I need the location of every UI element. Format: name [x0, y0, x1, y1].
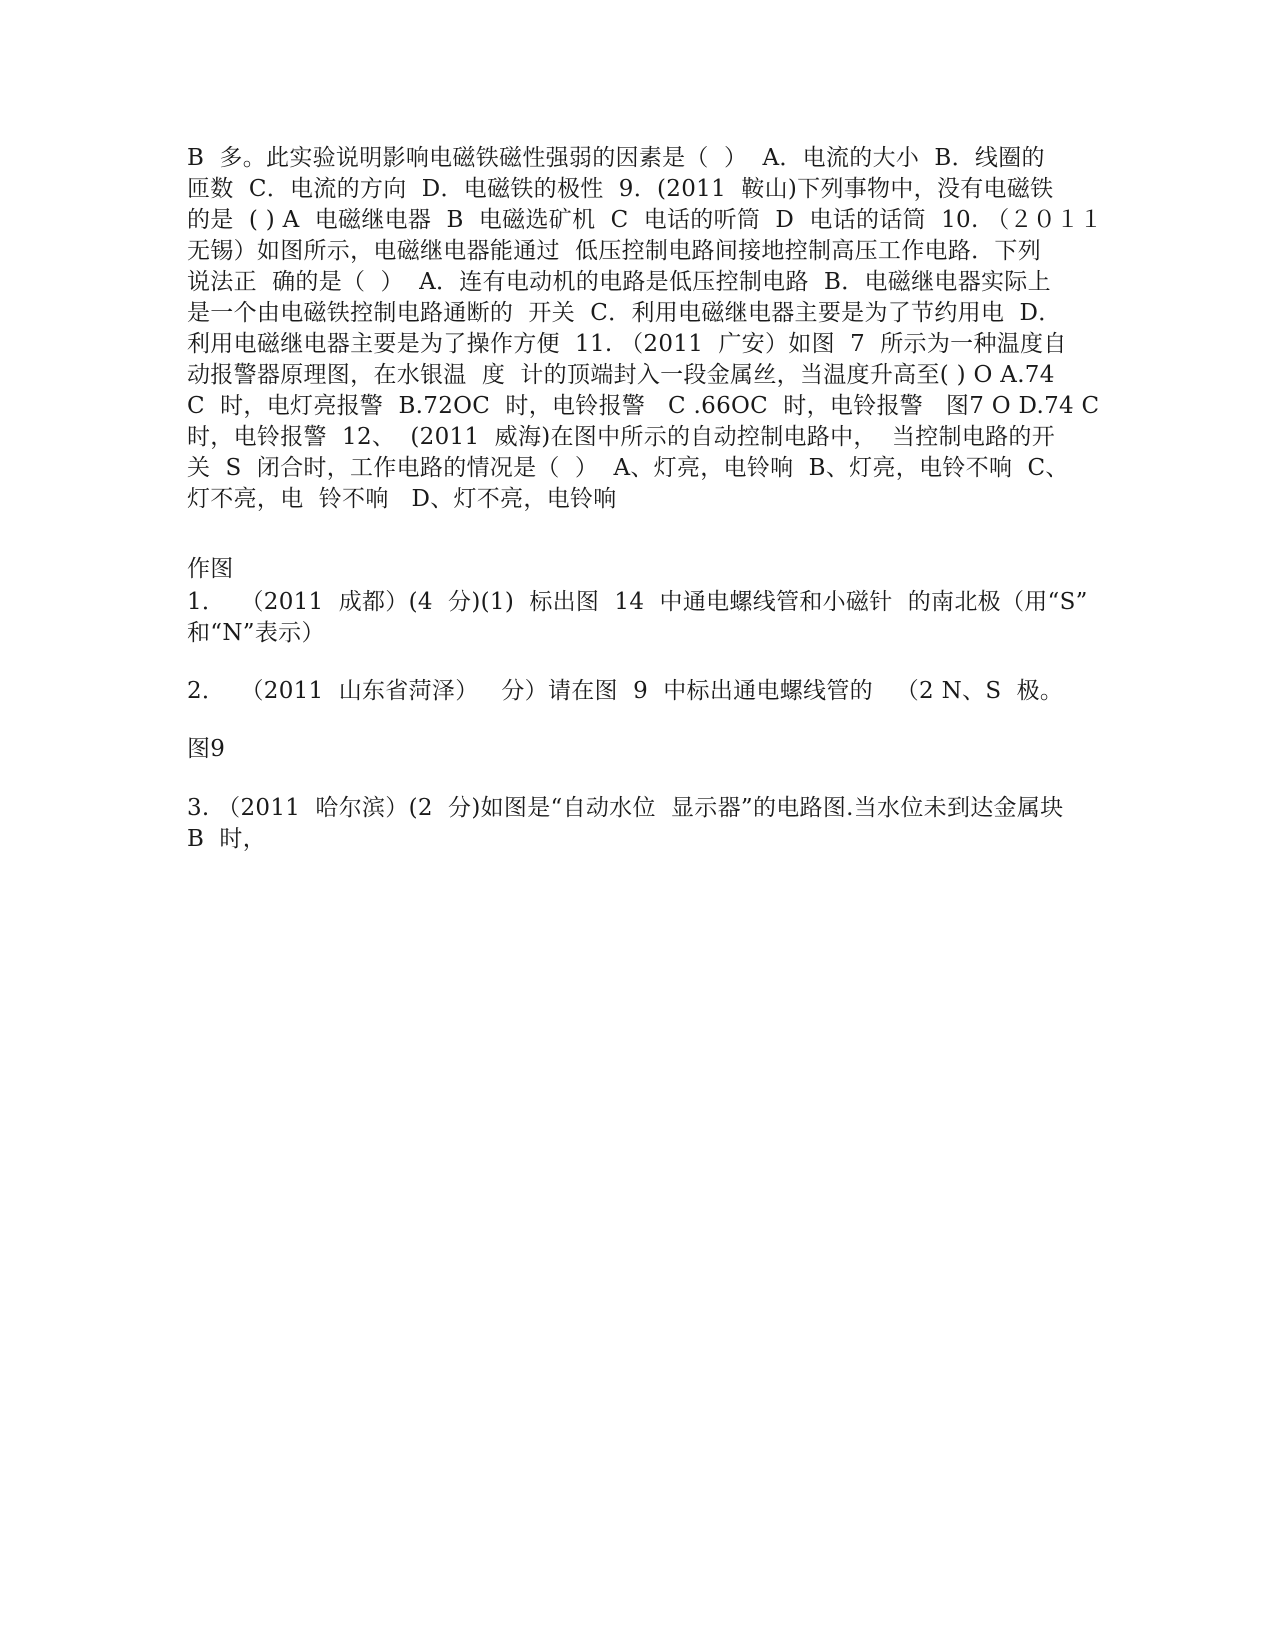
- question-3-line: 3. （2011 哈尔滨）(2 分)如图是“自动水位 显示器”的电路图.当水位未到达金属块: [187, 795, 1064, 821]
- paragraph-line: 匝数 C．电流的方向 D．电磁铁的极性 9．(2011 鞍山)下列事物中，没有电磁铁: [187, 176, 1054, 202]
- paragraph-line: 动报警器原理图，在水银温 度 计的顶端封入一段金属丝，当温度升高至( ) O A.74: [187, 362, 1055, 388]
- paragraph-line: 是一个由电磁铁控制电路通断的 开关 C．利用电磁继电器主要是为了节约用电 D．: [187, 300, 1062, 326]
- paragraph-line: 关 S 闭合时，工作电路的情况是（ ） A、灯亮，电铃响 B、灯亮，电铃不响 C、: [187, 455, 1069, 481]
- figure-label: 图9: [187, 736, 226, 762]
- section-title: 作图: [187, 556, 234, 582]
- paragraph-line: 无锡）如图所示，电磁继电器能通过 低压控制电路间接地控制高压工作电路．下列: [187, 238, 1042, 264]
- question-1-line: 和“N”表示）: [187, 620, 325, 646]
- paragraph-line: C 时，电灯亮报警 B.72OC 时，电铃报警 C .66OC 时，电铃报警 图7 O D.74 C: [187, 393, 1100, 419]
- paragraph-line: B 多。此实验说明影响电磁铁磁性强弱的因素是（ ） A．电流的大小 B．线圈的: [187, 145, 1045, 171]
- question-2: 2． （2011 山东省菏泽） 分）请在图 9 中标出通电螺线管的 （2 N、S 极。: [187, 678, 1064, 704]
- paragraph-line: 利用电磁继电器主要是为了操作方便 11. （2011 广安）如图 7 所示为一种温度自: [187, 331, 1067, 357]
- paragraph-line: 的是 ( ) A 电磁继电器 B 电磁选矿机 C 电话的听筒 D 电话的话筒 10. （２０１１: [187, 207, 1103, 233]
- paragraph-line: 说法正 确的是（ ） A．连有电动机的电路是低压控制电路 B．电磁继电器实际上: [187, 269, 1051, 295]
- question-1-line: 1． （2011 成都）(4 分)(1) 标出图 14 中通电螺线管和小磁针 的南北极（用“S”: [187, 589, 1088, 615]
- paragraph-line: 灯不亮，电 铃不响 D、灯不亮，电铃响: [187, 486, 617, 512]
- paragraph-line: 时，电铃报警 12、 (2011 威海)在图中所示的自动控制电路中， 当控制电路的开: [187, 424, 1056, 450]
- question-3-line: B 时，: [187, 826, 267, 852]
